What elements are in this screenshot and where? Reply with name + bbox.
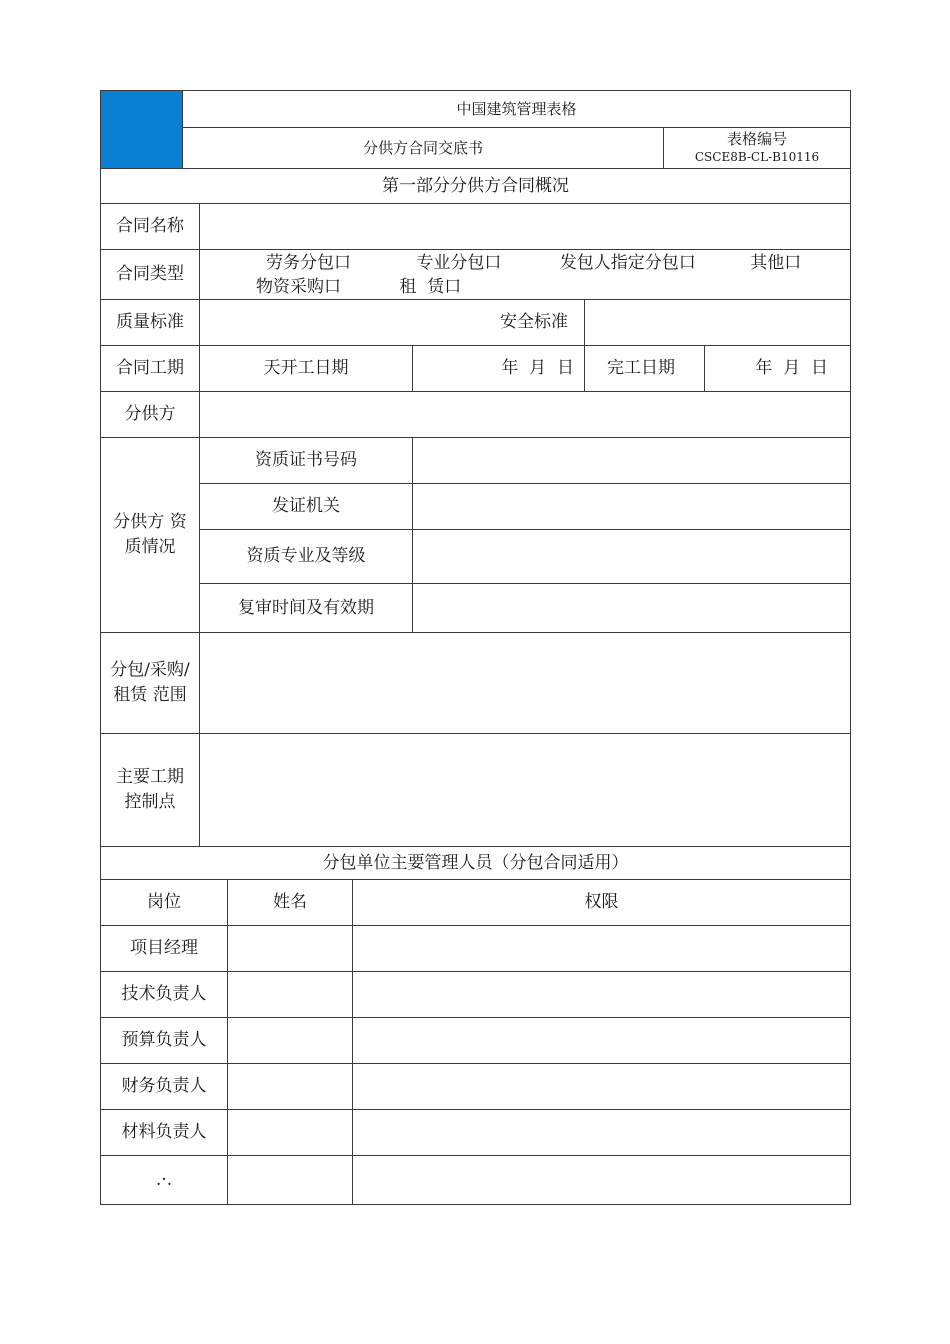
scope-label: 分包/采购/租赁 范围 — [101, 633, 200, 734]
quality-standard-label: 质量标准 — [101, 300, 200, 346]
contract-type-specialty[interactable]: 专业分包口 — [416, 252, 502, 273]
contract-type-other[interactable]: 其他口 — [750, 252, 802, 273]
contract-type-purchase[interactable]: 物资采购口 — [256, 276, 341, 297]
post-label: 预算负责人 — [101, 1018, 228, 1064]
personnel-title: 分包单位主要管理人员（分包合同适用） — [101, 847, 851, 880]
form-number-label: 表格编号 — [727, 130, 788, 148]
end-date-field[interactable]: 年 月 日 — [705, 346, 851, 392]
document-title: 分供方合同交底书 — [183, 128, 664, 169]
qual-row-label: 资质证书号码 — [200, 438, 413, 484]
table-row — [101, 972, 851, 1018]
table-row — [101, 926, 851, 972]
start-date-field[interactable]: 年 月 日 — [413, 346, 585, 392]
qual-row-field[interactable] — [413, 484, 851, 530]
table-row — [101, 1018, 851, 1064]
post-label: 财务负责人 — [101, 1064, 228, 1110]
authority-field[interactable] — [353, 926, 851, 972]
safety-standard-field[interactable] — [585, 300, 851, 346]
scope-field[interactable] — [200, 633, 851, 734]
form-header — [100, 90, 851, 169]
contract-type-label: 合同类型 — [101, 250, 200, 300]
post-label: 项目经理 — [101, 926, 228, 972]
table-row — [101, 1110, 851, 1156]
qual-row-field[interactable] — [413, 530, 851, 584]
safety-standard-label: 安全标准 — [200, 300, 585, 346]
contract-period-label: 合同工期 — [101, 346, 200, 392]
contract-type-lease[interactable]: 租 赁口 — [399, 276, 462, 297]
col-name-header: 姓名 — [228, 880, 353, 926]
org-form-title: 中国建筑管理表格 — [183, 91, 851, 128]
table-row — [101, 1064, 851, 1110]
person-name-field[interactable] — [228, 1110, 353, 1156]
qual-row-label: 资质专业及等级 — [200, 530, 413, 584]
qual-row-label: 复审时间及有效期 — [200, 584, 413, 633]
person-name-field[interactable] — [228, 1064, 353, 1110]
person-name-field[interactable] — [228, 1018, 353, 1064]
authority-field[interactable] — [353, 1156, 851, 1205]
post-label: .·. — [101, 1156, 228, 1205]
qual-row-field[interactable] — [413, 584, 851, 633]
col-post-header: 岗位 — [101, 880, 228, 926]
form-number — [664, 128, 851, 169]
end-date-label: 完工日期 — [585, 346, 705, 392]
contract-type-designated[interactable]: 发包人指定分包口 — [559, 252, 696, 273]
post-label: 材料负责人 — [101, 1110, 228, 1156]
post-label: 技术负责人 — [101, 972, 228, 1018]
person-name-field[interactable] — [228, 972, 353, 1018]
contract-type-options — [200, 250, 851, 300]
authority-field[interactable] — [353, 1110, 851, 1156]
company-logo-block — [101, 91, 183, 169]
start-date-label: 天开工日期 — [200, 346, 413, 392]
qual-row-field[interactable] — [413, 438, 851, 484]
contract-type-labour[interactable]: 劳务分包口 — [266, 252, 351, 273]
milestone-field[interactable] — [200, 734, 851, 847]
contract-name-field[interactable] — [200, 204, 851, 250]
part1-title: 第一部分分供方合同概况 — [101, 169, 851, 204]
supplier-field[interactable] — [200, 392, 851, 438]
contract-name-label: 合同名称 — [101, 204, 200, 250]
qualification-label: 分供方 资质情况 — [101, 438, 200, 633]
milestone-label: 主要工期控制点 — [101, 734, 200, 847]
authority-field[interactable] — [353, 972, 851, 1018]
contract-briefing-form — [100, 90, 850, 1205]
col-authority-header: 权限 — [353, 880, 851, 926]
authority-field[interactable] — [353, 1018, 851, 1064]
table-row — [101, 1156, 851, 1205]
person-name-field[interactable] — [228, 926, 353, 972]
person-name-field[interactable] — [228, 1156, 353, 1205]
personnel-table — [100, 846, 851, 1205]
qual-row-label: 发证机关 — [200, 484, 413, 530]
part1-table — [100, 168, 851, 847]
form-number-value: CSCE8B-CL-B10116 — [694, 150, 820, 164]
authority-field[interactable] — [353, 1064, 851, 1110]
supplier-label: 分供方 — [101, 392, 200, 438]
